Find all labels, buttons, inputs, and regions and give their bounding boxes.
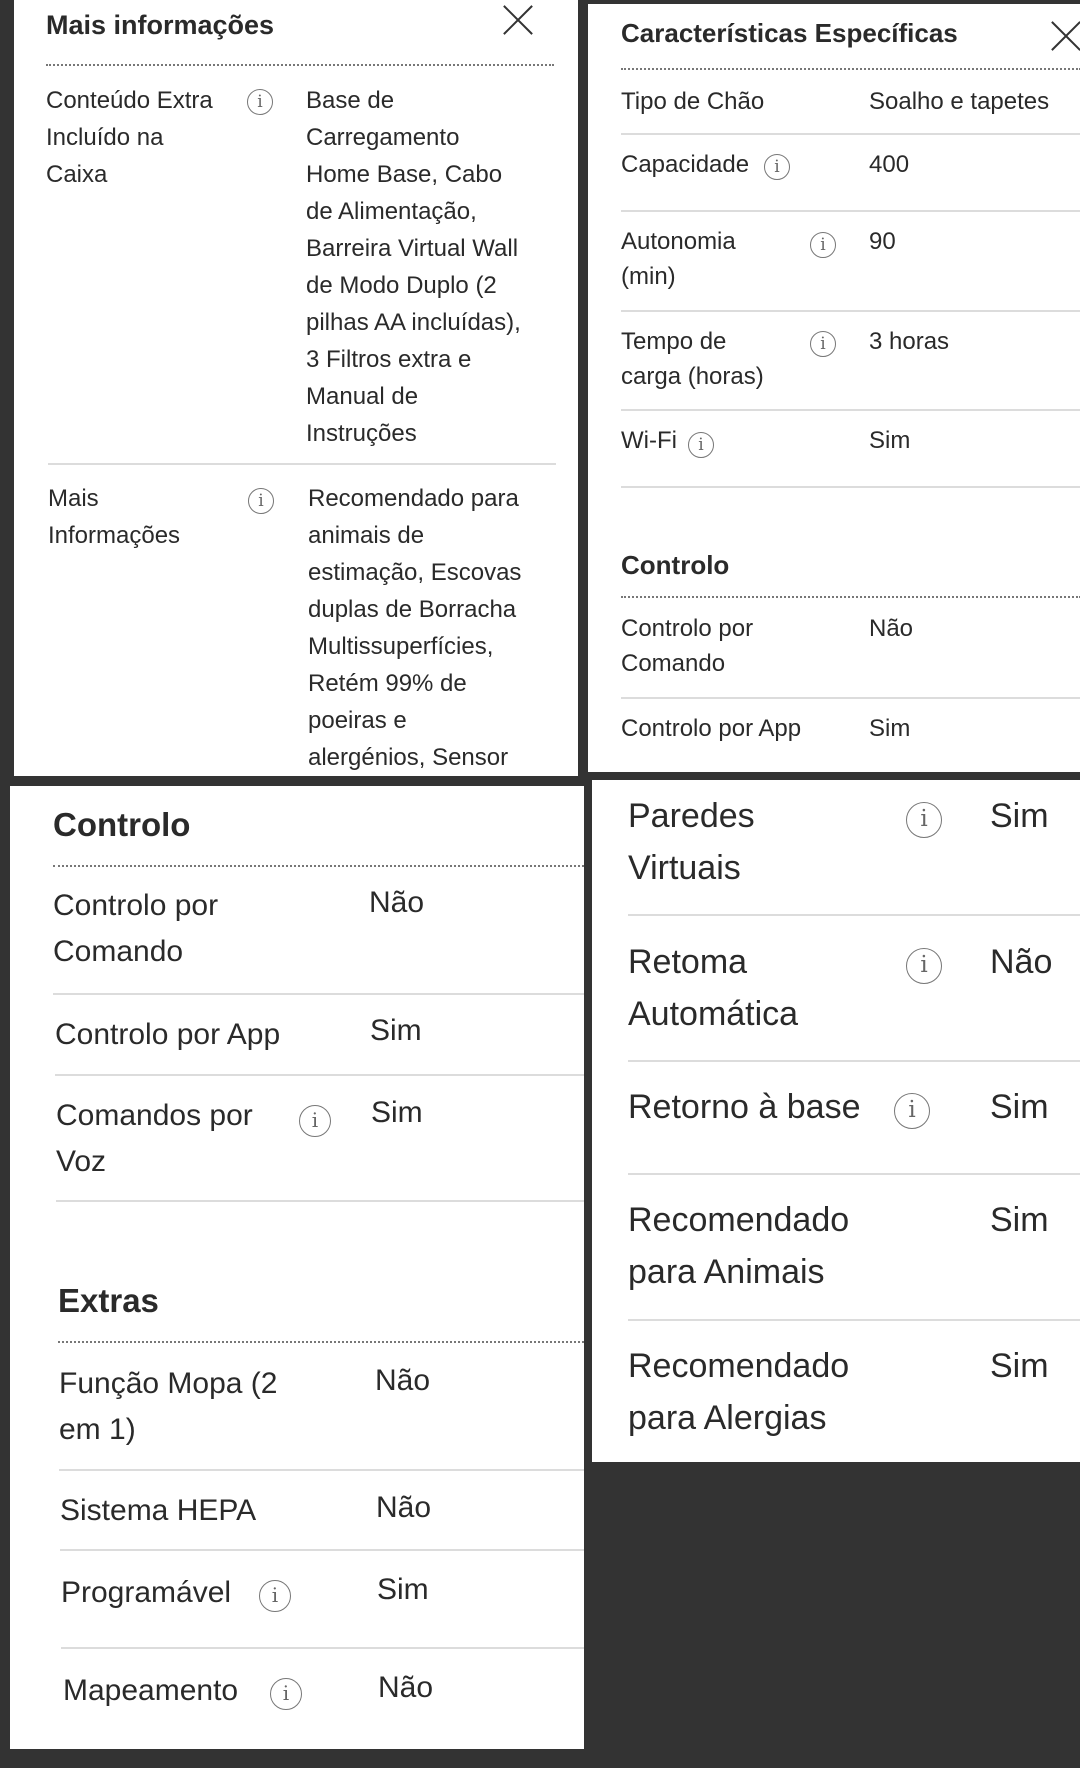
section-divider xyxy=(58,1341,584,1343)
row-divider xyxy=(621,210,1080,212)
info-icon[interactable]: i xyxy=(764,154,790,180)
row-divider xyxy=(628,1319,1080,1321)
row-divider xyxy=(61,1647,584,1649)
section-title: Controlo xyxy=(621,550,730,580)
row-value: Sim xyxy=(370,1014,422,1047)
row-label: Programável xyxy=(61,1576,232,1609)
row-label: Controlo por Comando xyxy=(53,889,219,968)
panel-title: Mais informações xyxy=(46,10,275,40)
row-value: Não xyxy=(378,1671,434,1704)
row-divider xyxy=(621,310,1080,312)
row-divider xyxy=(56,1200,584,1202)
row-value: Sim xyxy=(990,797,1049,835)
row-value: 3 horas xyxy=(869,328,950,355)
panel-title: Características Específicas xyxy=(621,18,958,48)
row-label: Recomendado para Animais xyxy=(628,1201,850,1291)
row-value: Não xyxy=(990,943,1053,981)
info-icon[interactable]: i xyxy=(894,1093,930,1129)
row-label: Tipo de Chão xyxy=(621,88,765,115)
row-label: Controlo por App xyxy=(621,715,802,742)
row-label: Controlo por App xyxy=(55,1018,281,1051)
row-value: 90 xyxy=(869,228,896,255)
info-icon[interactable]: i xyxy=(810,232,836,258)
row-label: Mapeamento xyxy=(63,1674,239,1707)
info-icon[interactable]: i xyxy=(247,89,273,115)
row-divider xyxy=(621,133,1080,135)
row-value: Não xyxy=(376,1491,432,1524)
row-divider xyxy=(59,1469,584,1471)
section-divider xyxy=(53,865,584,867)
info-icon[interactable]: i xyxy=(299,1105,331,1137)
row-label: Paredes Virtuais xyxy=(628,797,755,887)
row-value: Não xyxy=(375,1364,431,1397)
row-label: Conteúdo Extra Incluído na Caixa xyxy=(46,87,213,188)
row-divider xyxy=(628,914,1080,916)
info-icon[interactable]: i xyxy=(270,1678,302,1710)
title-divider xyxy=(621,68,1080,70)
row-label: Controlo por Comando xyxy=(621,615,754,677)
row-value: 400 xyxy=(869,151,910,178)
row-divider xyxy=(53,993,584,995)
row-value: Sim xyxy=(869,427,911,454)
row-label: Retoma Automática xyxy=(628,943,799,1033)
row-divider xyxy=(621,486,1080,488)
row-label: Sistema HEPA xyxy=(60,1494,257,1527)
section-title: Controlo xyxy=(53,806,191,843)
row-value: Sim xyxy=(990,1088,1049,1126)
panel-caracteristicas xyxy=(588,4,1080,772)
title-divider xyxy=(46,64,554,66)
row-divider xyxy=(621,409,1080,411)
row-divider xyxy=(628,1173,1080,1175)
close-icon[interactable] xyxy=(1050,20,1080,52)
row-value: Sim xyxy=(377,1573,429,1606)
info-icon[interactable]: i xyxy=(810,331,836,357)
row-value: Base de Carregamento Home Base, Cabo de Alimentação, Barreira Virtual Wall de Modo Duplo (2 pilhas AA incluídas), 3 Filtros extra e Manual de Instruções xyxy=(306,87,521,447)
panel-extras-continuacao xyxy=(592,780,1080,1462)
info-icon[interactable]: i xyxy=(906,802,942,838)
row-divider xyxy=(621,697,1080,699)
row-value: Sim xyxy=(990,1201,1049,1239)
row-value: Sim xyxy=(990,1347,1049,1385)
row-label: Tempo de carga (horas) xyxy=(621,328,764,390)
section-title: Extras xyxy=(58,1282,159,1319)
row-label: Recomendado para Alergias xyxy=(628,1347,850,1437)
close-icon[interactable] xyxy=(502,4,534,36)
row-label: Comandos por Voz xyxy=(56,1099,253,1178)
info-icon[interactable]: i xyxy=(906,948,942,984)
row-value: Não xyxy=(369,886,425,919)
info-icon[interactable]: i xyxy=(259,1580,291,1612)
row-label: Wi-Fi xyxy=(621,427,677,454)
row-label: Função Mopa (2 em 1) xyxy=(59,1367,278,1446)
row-label: Autonomia (min) xyxy=(621,228,736,290)
row-value: Soalho e tapetes xyxy=(869,88,1050,115)
info-icon[interactable]: i xyxy=(248,488,274,514)
row-value: Sim xyxy=(869,715,911,742)
row-label: Mais Informações xyxy=(48,485,181,549)
row-label: Capacidade xyxy=(621,151,750,178)
row-divider xyxy=(48,463,556,465)
row-value: Recomendado para animais de estimação, Escovas duplas de Borracha Multissuperfícies, Retém 99% de poeiras e alergénios, Sensor xyxy=(308,485,522,771)
row-value: Não xyxy=(869,615,914,642)
row-divider xyxy=(55,1074,584,1076)
panel-mais-informacoes xyxy=(14,0,578,776)
row-label: Retorno à base xyxy=(628,1088,861,1126)
row-divider xyxy=(628,1060,1080,1062)
row-divider xyxy=(60,1549,584,1551)
section-divider xyxy=(621,596,1080,598)
panel-controlo xyxy=(10,786,584,1749)
row-value: Sim xyxy=(371,1096,423,1129)
info-icon[interactable]: i xyxy=(688,432,714,458)
